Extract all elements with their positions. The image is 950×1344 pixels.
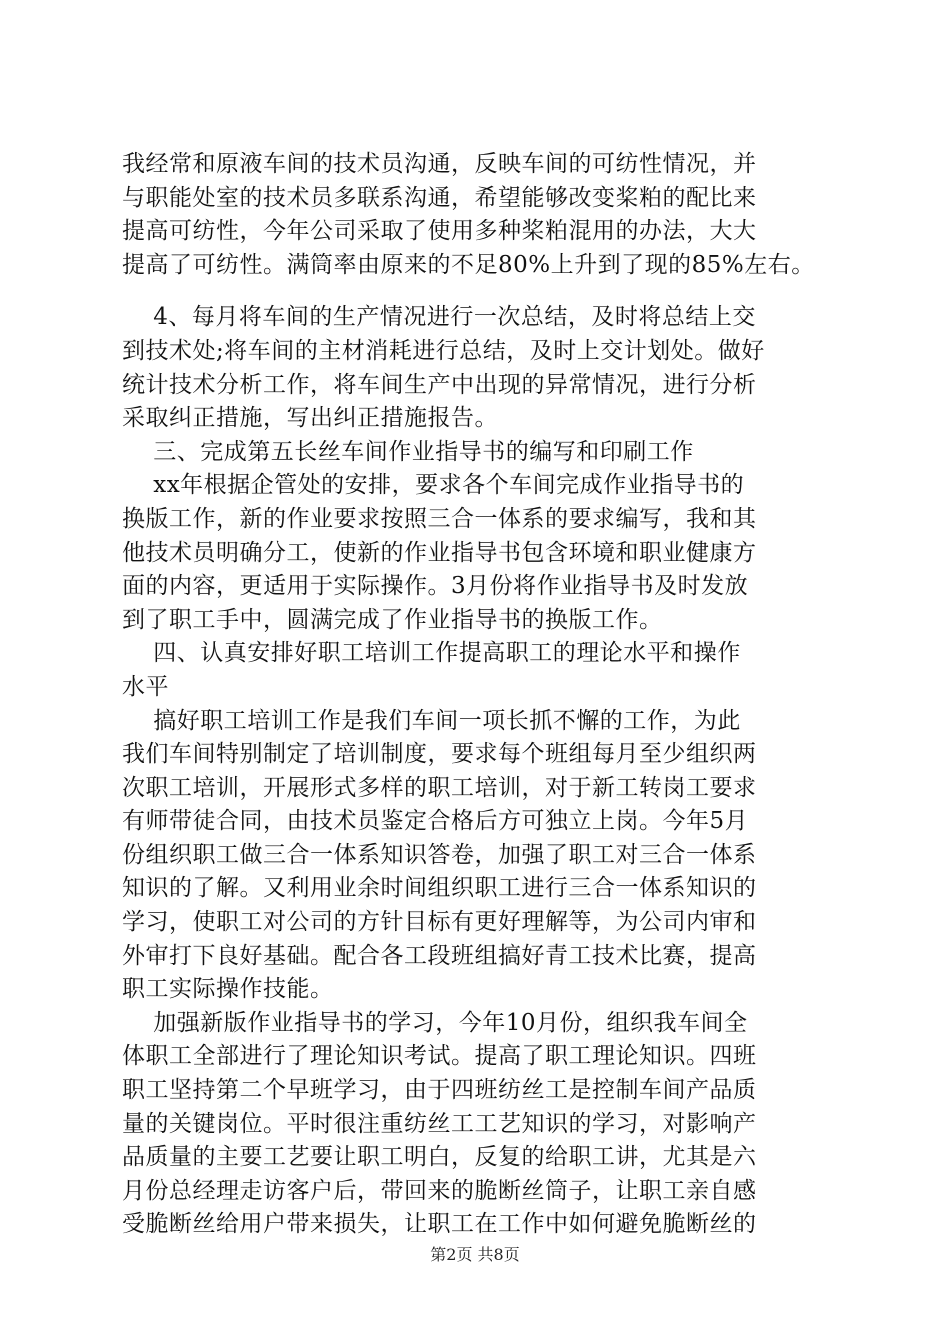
- text-line: 到了职工手中，圆满完成了作业指导书的换版工作。: [122, 606, 663, 633]
- text-line: 品质量的主要工艺要让职工明白，反复的给职工讲，尤其是六: [122, 1144, 757, 1171]
- text-line: 提高了可纺性。满筒率由原来的不足80%上升到了现的85%左右。: [122, 251, 815, 278]
- text-line: 面的内容，更适用于实际操作。3月份将作业指导书及时发放: [122, 573, 749, 600]
- text-line: 统计技术分析工作，将车间生产中出现的异常情况，进行分析: [122, 371, 757, 398]
- text-line: 学习，使职工对公司的方针目标有更好理解等，为公司内审和: [122, 909, 757, 936]
- text-line: 换版工作，新的作业要求按照三合一体系的要求编写，我和其: [122, 505, 757, 532]
- text-line: xx年根据企管处的安排，要求各个车间完成作业指导书的: [122, 472, 745, 499]
- text-line: 我们车间特别制定了培训制度，要求每个班组每月至少组织两: [122, 741, 757, 768]
- text-line: 加强新版作业指导书的学习，今年10月份，组织我车间全: [122, 1009, 748, 1036]
- page-number-footer: 第2页 共8页: [430, 1245, 520, 1264]
- text-line: 外审打下良好基础。配合各工段班组搞好青工技术比赛，提高: [122, 942, 757, 969]
- text-line: 职工坚持第二个早班学习，由于四班纺丝工是控制车间产品质: [122, 1077, 757, 1104]
- section-heading-cont: 水平: [122, 673, 169, 700]
- text-line: 我经常和原液车间的技术员沟通，反映车间的可纺性情况，并: [122, 151, 757, 177]
- text-line: 份组织职工做三合一体系知识答卷，加强了职工对三合一体系: [122, 841, 757, 868]
- text-line: 与职能处室的技术员多联系沟通，希望能够改变桨粕的配比来: [122, 184, 757, 211]
- text-line: 知识的了解。又利用业余时间组织职工进行三合一体系知识的: [122, 875, 757, 902]
- section-heading: 四、认真安排好职工培训工作提高职工的理论水平和操作: [122, 640, 741, 667]
- document-body: [122, 148, 842, 1242]
- text-line: 4、每月将车间的生产情况进行一次总结，及时将总结上交: [122, 304, 756, 331]
- text-line: 采取纠正措施，写出纠正措施报告。: [122, 405, 498, 432]
- text-line: 搞好职工培训工作是我们车间一项长抓不懈的工作，为此: [122, 707, 741, 734]
- text-line: 到技术处;将车间的主材消耗进行总结，及时上交计划处。做好: [122, 337, 765, 364]
- text-line: 受脆断丝给用户带来损失，让职工在工作中如何避免脆断丝的: [122, 1211, 757, 1238]
- text-line: 次职工培训，开展形式多样的职工培训，对于新工转岗工要求: [122, 774, 757, 801]
- section-heading: 三、完成第五长丝车间作业指导书的编写和印刷工作: [122, 438, 694, 465]
- text-line: 体职工全部进行了理论知识考试。提高了职工理论知识。四班: [122, 1043, 757, 1070]
- text-line: 职工实际操作技能。: [122, 976, 334, 1003]
- text-line: 他技术员明确分工，使新的作业指导书包含环境和职业健康方: [122, 539, 757, 566]
- text-line: 月份总经理走访客户后，带回来的脆断丝筒子，让职工亲自感: [122, 1177, 757, 1204]
- text-line: 提高可纺性，今年公司采取了使用多种桨粕混用的办法，大大: [122, 218, 757, 245]
- paragraph-gap: [122, 282, 842, 301]
- text-line: 有师带徒合同，由技术员鉴定合格后方可独立上岗。今年5月: [122, 808, 749, 835]
- text-line: 量的关键岗位。平时很注重纺丝工工艺知识的学习，对影响产: [122, 1110, 757, 1137]
